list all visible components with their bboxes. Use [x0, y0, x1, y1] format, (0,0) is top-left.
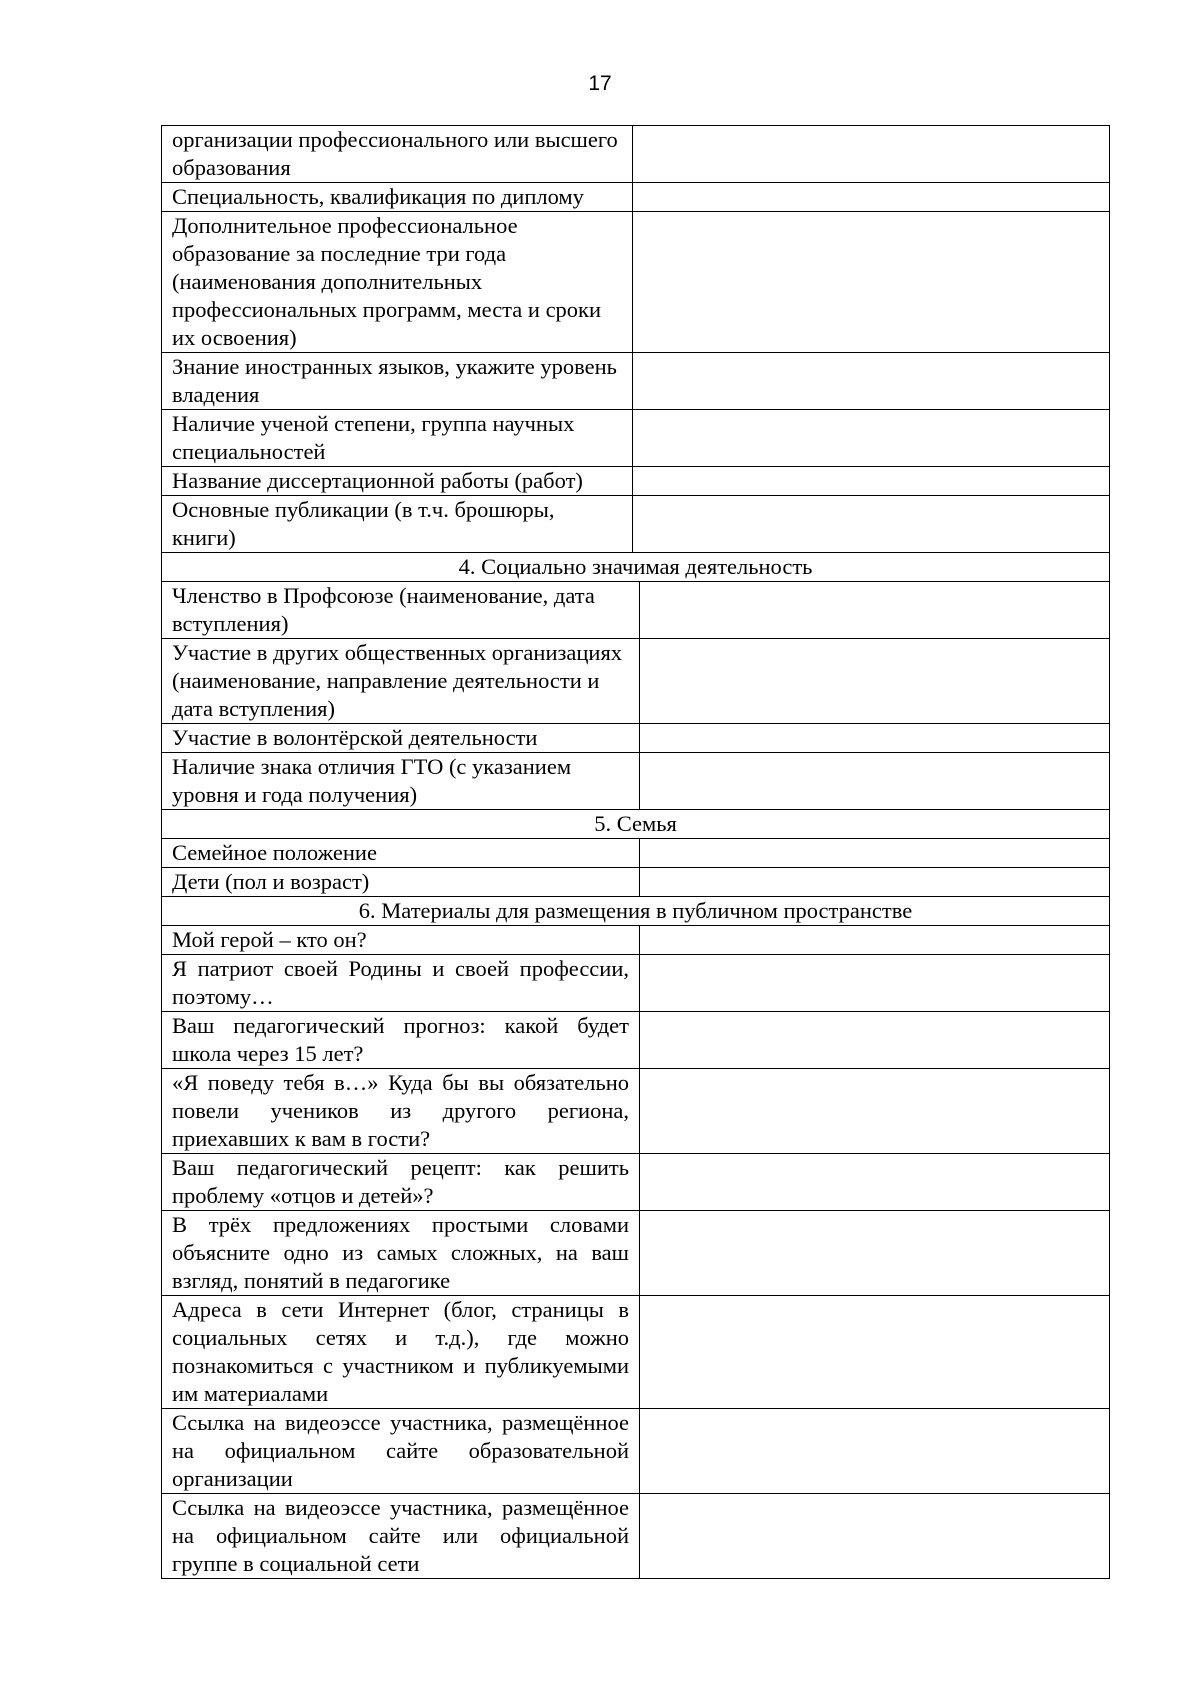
row-label: Наличие ученой степени, группа научных специальностей: [162, 410, 633, 466]
table-row: [162, 839, 1110, 868]
answer-cell[interactable]: [633, 183, 1109, 211]
row-label: Семейное положение: [162, 839, 640, 867]
table-row: [162, 582, 1110, 639]
section-heading: 4. Социально значимая деятельность: [162, 553, 1110, 582]
row-label: Ссылка на видеоэссе участника, размещённое на официальном сайте образовательной организации: [162, 1409, 640, 1493]
answer-cell[interactable]: [640, 1211, 1109, 1295]
page-number: 17: [588, 72, 612, 95]
table-row: [162, 410, 1110, 467]
table-row: [162, 212, 1110, 353]
table-row: [162, 126, 1110, 183]
answer-cell[interactable]: [640, 1069, 1109, 1153]
row-label: организации профессионального или высшего образования: [162, 126, 633, 182]
answer-cell[interactable]: [633, 467, 1109, 495]
answer-cell[interactable]: [640, 839, 1109, 867]
table-row: [162, 353, 1110, 410]
row-label: Мой герой – кто он?: [162, 926, 640, 954]
row-label: Ваш педагогический рецепт: как решить проблему «отцов и детей»?: [162, 1154, 640, 1210]
answer-cell[interactable]: [640, 1409, 1109, 1493]
section-heading: 6. Материалы для размещения в публичном пространстве: [162, 897, 1110, 926]
row-label: Адреса в сети Интернет (блог, страницы в социальных сетях и т.д.), где можно познакомиться с участником и публикуемыми им материалами: [162, 1296, 640, 1408]
answer-cell[interactable]: [633, 353, 1109, 409]
table-row: [162, 1296, 1110, 1409]
table-row: [162, 926, 1110, 955]
answer-cell[interactable]: [640, 724, 1109, 752]
row-label: Название диссертационной работы (работ): [162, 467, 633, 495]
row-label: В трёх предложениях простыми словами объясните одно из самых сложных, на ваш взгляд, понятий в педагогике: [162, 1211, 640, 1295]
table-row: [162, 1069, 1110, 1154]
row-label: Я патриот своей Родины и своей профессии, поэтому…: [162, 955, 640, 1011]
answer-cell[interactable]: [640, 955, 1109, 1011]
answer-cell[interactable]: [640, 926, 1109, 954]
row-label: Дети (пол и возраст): [162, 868, 640, 896]
answer-cell[interactable]: [633, 410, 1109, 466]
section-heading: 5. Семья: [162, 810, 1110, 839]
row-label: Специальность, квалификация по диплому: [162, 183, 633, 211]
questionnaire-table: [161, 125, 1110, 1579]
row-label: Ваш педагогический прогноз: какой будет школа через 15 лет?: [162, 1012, 640, 1068]
row-label: Основные публикации (в т.ч. брошюры, книги): [162, 496, 633, 552]
row-label: Знание иностранных языков, укажите уровень владения: [162, 353, 633, 409]
table-row: [162, 868, 1110, 897]
answer-cell[interactable]: [640, 639, 1109, 723]
row-label: Ссылка на видеоэссе участника, размещённое на официальном сайте или официальной группе в социальной сети: [162, 1494, 640, 1578]
table-row: [162, 1012, 1110, 1069]
table-row: [162, 1409, 1110, 1494]
answer-cell[interactable]: [640, 1494, 1109, 1578]
table-row: [162, 955, 1110, 1012]
answer-cell[interactable]: [633, 212, 1109, 352]
answer-cell[interactable]: [640, 1296, 1109, 1408]
answer-cell[interactable]: [633, 126, 1109, 182]
table-row: [162, 753, 1110, 810]
answer-cell[interactable]: [640, 868, 1109, 896]
row-label: Участие в других общественных организациях (наименование, направление деятельности и дата вступления): [162, 639, 640, 723]
answer-cell[interactable]: [640, 582, 1109, 638]
answer-cell[interactable]: [640, 1012, 1109, 1068]
table-row: [162, 1154, 1110, 1211]
table-row: [162, 1211, 1110, 1296]
row-label: «Я поведу тебя в…» Куда бы вы обязательно повели учеников из другого региона, приехавших к вам в гости?: [162, 1069, 640, 1153]
table-row: [162, 724, 1110, 753]
row-label: Членство в Профсоюзе (наименование, дата вступления): [162, 582, 640, 638]
row-label: Наличие знака отличия ГТО (с указанием уровня и года получения): [162, 753, 640, 809]
row-label: Дополнительное профессиональное образование за последние три года (наименования дополнительных профессиональных программ, места и сроки их освоения): [162, 212, 633, 352]
answer-cell[interactable]: [640, 1154, 1109, 1210]
answer-cell[interactable]: [633, 496, 1109, 552]
table-row: [162, 639, 1110, 724]
row-label: Участие в волонтёрской деятельности: [162, 724, 640, 752]
table-row: [162, 467, 1110, 496]
table-row: [162, 183, 1110, 212]
table-row: [162, 1494, 1110, 1579]
answer-cell[interactable]: [640, 753, 1109, 809]
table-row: [162, 496, 1110, 553]
